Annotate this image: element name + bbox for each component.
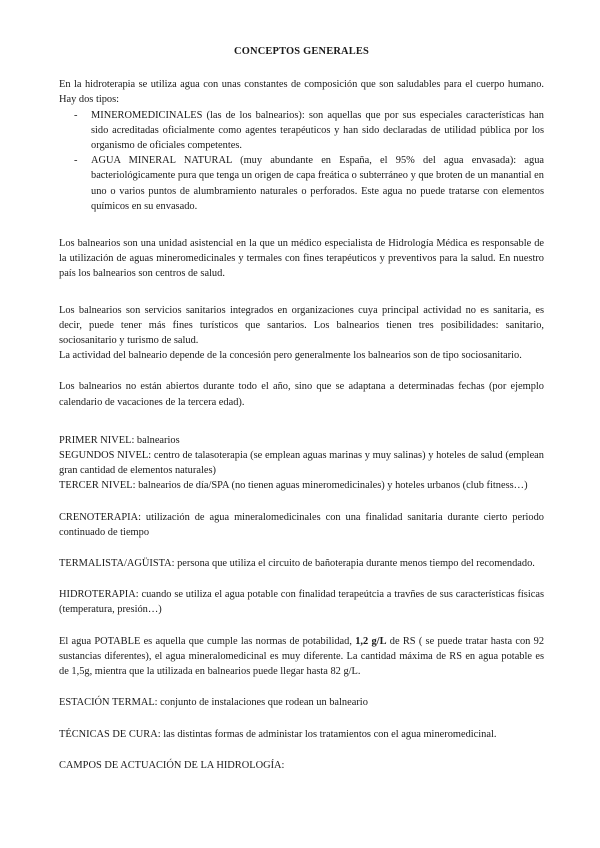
paragraph-balnearios-schedule: Los balnearios no están abiertos durante todo el año, sino que se adaptana a determinadas fechas (por ejemplo calendario de vacaciones de la tercera edad). <box>59 381 544 408</box>
list-item: - MINEROMEDICINALES (las de los balnearios): son aquellas que por sus especiales características han sido acreditadas oficialmente como agentes terapéuticos y han sido declaradas de utilidad pública por los organismo de oficiales competentes. <box>91 108 544 154</box>
level-first: PRIMER NIVEL: balnearios <box>59 434 180 446</box>
level-third: TERCER NIVEL: balnearios de día/SPA (no tienen aguas mineromedicinales) y hoteles urbanos (club fitness…) <box>59 480 528 492</box>
level-second: SEGUNDOS NIVEL: centro de talasoterapia (se emplean aguas marinas y muy salinas) y hoteles de salud (emplean gran cantidad de elementos naturales) <box>59 450 544 477</box>
paragraph-balnearios-definition: Los balnearios son una unidad asistencial en la que un médico especialista de Hidrología Médica es responsable de la utilización de aguas mineromedicinales y termales con fines terapéuticos y preventivos para la salud. En nuestro país los balnearios son centros de salud. <box>59 238 544 280</box>
list-item: - AGUA MINERAL NATURAL (muy abundante en España, el 95% del agua envasada): agua bacteriológicamente pura que tenga un origen de capa freática o subterráneo y que broten de un manantial en uno o varios puntos de alumbramiento naturales o perforados. Este agua no puede tratarse con elementos químicos en su envasado. <box>91 153 544 214</box>
water-types-list <box>59 108 544 214</box>
intro-paragraph: En la hidroterapia se utiliza agua con unas constantes de composición que son saludables para el cuerpo humano. Hay dos tipos: <box>59 79 544 106</box>
paragraph-balnearios-activity: La actividad del balneario depende de la concesión pero generalmente los balnearios son de tipo sociosanitario. <box>59 350 522 362</box>
potable-text-end: de RS ( se puede tratar hasta con 92 sustancias diferentes), el agua mineralomedicinal es muy diferente. La cantidad máxima de RS en agua potable es de 1,5g, mientra que la utilizada en balnearios puede llegar hasta 82 g/L. <box>59 635 545 678</box>
paragraph-balnearios-services: Los balnearios son servicios sanitarios integrados en organizaciones cuya principal actividad no es sanitaria, es decir, puede tener más fines turísticos que santarios. Los balnearios tienen tres posibilidades: sanitario, sociosanitario y turismo de salud. <box>59 304 544 347</box>
potable-bold-value: 1,2 g/L <box>355 635 387 647</box>
definition-hidroterapia: HIDROTERAPIA: cuando se utiliza el agua potable con finalidad terapeútcia a travñes de sus características físicas (temperatura, presión…) <box>59 589 544 616</box>
definition-estacion-termal: ESTACIÓN TERMAL: conjunto de instalaciones que rodean un balneario <box>59 697 368 709</box>
paragraph-agua-potable <box>59 634 544 680</box>
definition-tecnicas-cura: TÉCNICAS DE CURA: las distintas formas de administar los tratamientos con el agua mineromedicinal. <box>59 728 497 740</box>
document-page <box>59 44 544 773</box>
page-title: CONCEPTOS GENERALES <box>234 46 369 57</box>
potable-text-start: El agua POTABLE es aquella que cumple las normas de potabilidad, <box>59 635 356 647</box>
section-heading-campos: CAMPOS DE ACTUACIÓN DE LA HIDROLOGÍA: <box>59 759 285 771</box>
definition-termalista: TERMALISTA/AGÜISTA: persona que utiliza el circuito de bañoterapia durante menos tiempo del recomendado. <box>59 558 535 570</box>
definition-crenoterapia: CRENOTERAPIA: utilización de agua mineralomedicinales con una finalidad sanitaria durante cierto periodo continuado de tiempo <box>59 511 544 538</box>
